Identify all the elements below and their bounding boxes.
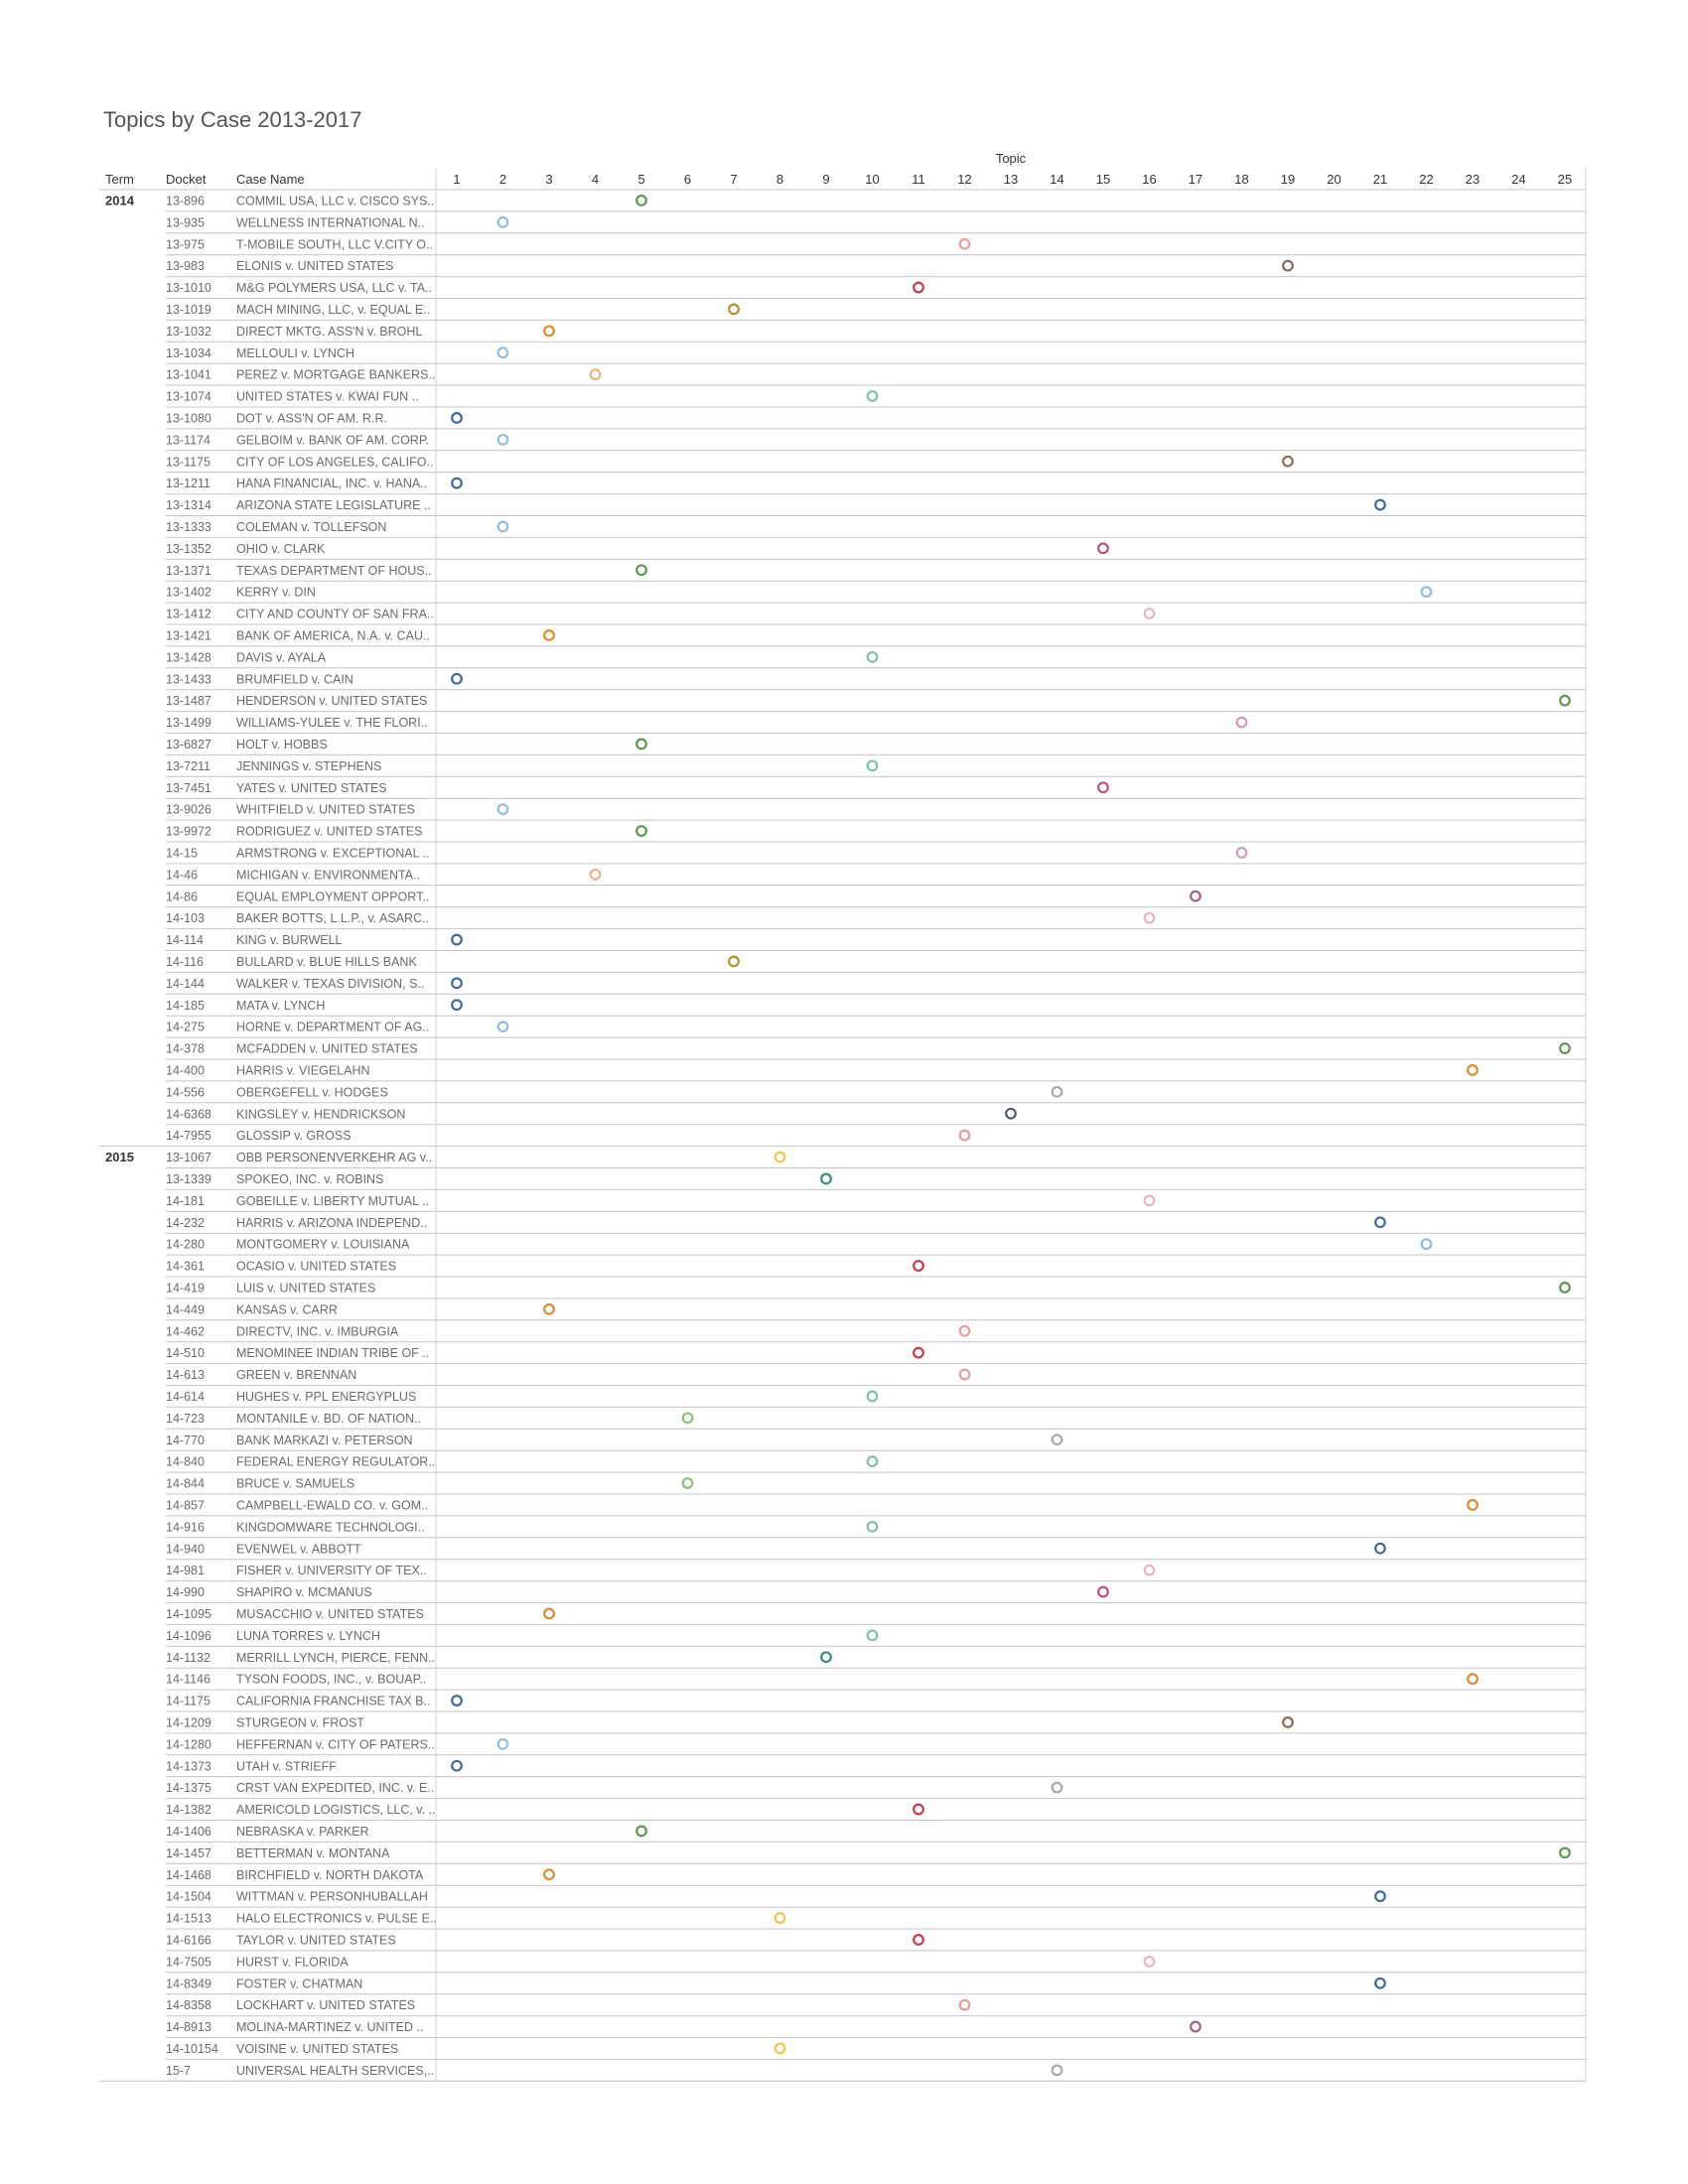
topic-point <box>1375 1979 1385 1988</box>
case-name-cell: BRUCE v. SAMUELS <box>236 1476 355 1491</box>
topic-point <box>1098 782 1108 792</box>
docket-cell: 14-46 <box>166 868 198 883</box>
case-name-cell: HARRIS v. VIEGELAHN <box>236 1063 370 1078</box>
case-name-cell: PEREZ v. MORTGAGE BANKERS.. <box>236 367 436 382</box>
docket-cell: 14-1209 <box>166 1715 211 1730</box>
topic-point <box>544 1869 554 1879</box>
topic-point <box>636 1827 646 1837</box>
topic-point <box>1375 500 1385 510</box>
case-name-cell: GREEN v. BRENNAN <box>236 1368 357 1383</box>
docket-cell: 14-1280 <box>166 1737 211 1752</box>
docket-cell: 13-1074 <box>166 389 211 404</box>
topic-tick-label: 10 <box>865 172 880 187</box>
docket-cell: 14-1373 <box>166 1759 211 1774</box>
topic-point <box>498 1739 508 1749</box>
topic-point <box>960 239 970 249</box>
case-name-cell: CRST VAN EXPEDITED, INC. v. E.. <box>236 1781 435 1796</box>
case-name-cell: MUSACCHIO v. UNITED STATES <box>236 1606 424 1621</box>
topic-point <box>1006 1109 1016 1119</box>
docket-cell: 14-86 <box>166 889 198 904</box>
case-name-cell: YATES v. UNITED STATES <box>236 780 387 795</box>
case-name-cell: BULLARD v. BLUE HILLS BANK <box>236 954 417 969</box>
topic-point <box>452 935 462 945</box>
docket-cell: 13-7451 <box>166 780 211 795</box>
case-name-cell: UTAH v. STRIEFF <box>236 1759 337 1774</box>
topic-point <box>544 1304 554 1314</box>
case-name-cell: KINGDOMWARE TECHNOLOGI.. <box>236 1520 425 1535</box>
topic-point <box>868 1456 878 1466</box>
docket-cell: 14-6166 <box>166 1933 211 1948</box>
docket-cell: 13-1333 <box>166 519 211 534</box>
docket-cell: 13-7211 <box>166 758 211 773</box>
docket-cell: 14-181 <box>166 1193 205 1208</box>
topic-point <box>868 391 878 401</box>
docket-cell: 14-419 <box>166 1281 205 1296</box>
case-name-cell: GLOSSIP v. GROSS <box>236 1129 352 1144</box>
topic-tick-label: 6 <box>683 172 692 187</box>
case-name-cell: OBERGEFELL v. HODGES <box>236 1085 388 1100</box>
topic-point <box>1560 696 1570 706</box>
topic-tick-label: 12 <box>957 172 972 187</box>
case-name-cell: MONTANILE v. BD. OF NATION.. <box>236 1411 422 1426</box>
topic-point <box>868 1522 878 1532</box>
case-name-cell: HARRIS v. ARIZONA INDEPEND.. <box>236 1215 428 1230</box>
docket-cell: 14-116 <box>166 954 204 969</box>
topic-tick-label: 21 <box>1372 172 1388 187</box>
topic-point <box>821 1174 831 1184</box>
chart-title: Topics by Case 2013-2017 <box>103 107 362 132</box>
docket-cell: 14-7505 <box>166 1955 211 1970</box>
case-name-cell: BANK OF AMERICA, N.A. v. CAU.. <box>236 628 430 643</box>
topic-point <box>591 369 601 379</box>
topic-tick-label: 8 <box>775 172 784 187</box>
case-name-cell: HUGHES v. PPL ENERGYPLUS <box>236 1389 417 1404</box>
topic-point <box>544 630 554 640</box>
case-name-cell: TAYLOR v. UNITED STATES <box>236 1933 396 1948</box>
docket-cell: 13-1402 <box>166 585 211 600</box>
topic-point <box>544 327 554 337</box>
docket-cell: 14-990 <box>166 1585 205 1600</box>
case-name-cell: M&G POLYMERS USA, LLC v. TA.. <box>236 281 433 296</box>
docket-cell: 13-1175 <box>166 455 211 470</box>
topic-tick-label: 7 <box>730 172 738 187</box>
case-name-cell: LOCKHART v. UNITED STATES <box>236 1998 416 2013</box>
topic-point <box>1375 1891 1385 1901</box>
topic-point <box>1375 1217 1385 1227</box>
case-name-cell: BANK MARKAZI v. PETERSON <box>236 1433 413 1447</box>
docket-cell: 14-844 <box>166 1476 205 1491</box>
case-name-cell: HANA FINANCIAL, INC. v. HANA.. <box>236 477 428 491</box>
case-name-cell: TEXAS DEPARTMENT OF HOUS.. <box>236 563 432 578</box>
docket-cell: 14-15 <box>166 846 198 861</box>
docket-cell: 14-1382 <box>166 1803 211 1818</box>
topic-tick-label: 13 <box>1003 172 1019 187</box>
docket-cell: 13-1032 <box>166 324 211 339</box>
case-name-cell: COMMIL USA, LLC v. CISCO SYS.. <box>236 194 435 208</box>
docket-cell: 14-103 <box>166 911 205 926</box>
docket-cell: 14-1406 <box>166 1824 211 1839</box>
topic-point <box>1145 1566 1155 1575</box>
case-name-cell: KANSAS v. CARR <box>236 1302 338 1317</box>
docket-cell: 13-896 <box>166 194 205 208</box>
topic-point <box>636 196 646 205</box>
topic-tick-label: 9 <box>822 172 830 187</box>
case-name-cell: JENNINGS v. STEPHENS <box>236 758 382 773</box>
case-name-cell: SPOKEO, INC. v. ROBINS <box>236 1171 384 1186</box>
topic-point <box>1468 1674 1477 1684</box>
case-name-cell: MERRILL LYNCH, PIERCE, FENN.. <box>236 1650 436 1665</box>
topic-tick-label: 25 <box>1557 172 1573 187</box>
topic-tick-label: 19 <box>1280 172 1296 187</box>
topic-point <box>868 1631 878 1641</box>
topic-point <box>1422 587 1432 597</box>
docket-cell: 14-144 <box>166 976 205 991</box>
case-name-cell: VOISINE v. UNITED STATES <box>236 2041 399 2056</box>
topic-point <box>683 1414 693 1424</box>
topic-point <box>498 804 508 814</box>
case-name-cell: COLEMAN v. TOLLEFSON <box>236 519 387 534</box>
case-name-cell: OCASIO v. UNITED STATES <box>236 1259 397 1274</box>
case-name-cell: HOLT v. HOBBS <box>236 737 328 751</box>
topic-point <box>1145 913 1155 923</box>
topic-tick-label: 22 <box>1419 172 1434 187</box>
docket-cell: 14-1513 <box>166 1911 211 1926</box>
docket-cell: 14-275 <box>166 1020 205 1034</box>
case-name-cell: WILLIAMS-YULEE v. THE FLORI.. <box>236 716 428 731</box>
docket-cell: 13-1421 <box>166 628 211 643</box>
docket-cell: 13-1010 <box>166 281 211 296</box>
topic-point <box>1560 1283 1570 1293</box>
docket-cell: 14-857 <box>166 1498 205 1513</box>
case-name-cell: ARIZONA STATE LEGISLATURE .. <box>236 498 431 513</box>
topic-point <box>914 283 923 293</box>
docket-cell: 14-6368 <box>166 1107 211 1122</box>
topic-tick-label: 16 <box>1142 172 1157 187</box>
docket-cell: 14-449 <box>166 1302 205 1317</box>
topic-point <box>1098 1587 1108 1597</box>
docket-cell: 14-1096 <box>166 1628 211 1643</box>
case-name-cell: HORNE v. DEPARTMENT OF AG.. <box>236 1020 430 1034</box>
case-name-cell: NEBRASKA v. PARKER <box>236 1824 369 1839</box>
topic-point <box>914 1261 923 1271</box>
topic-point <box>960 1131 970 1141</box>
docket-cell: 13-1339 <box>166 1171 211 1186</box>
docket-cell: 14-981 <box>166 1564 205 1578</box>
docket-cell: 13-975 <box>166 237 205 252</box>
topic-point <box>636 740 646 750</box>
topic-point <box>452 1000 462 1010</box>
case-name-cell: AMERICOLD LOGISTICS, LLC, v. .. <box>236 1803 436 1818</box>
topic-point <box>452 674 462 684</box>
case-name-cell: T-MOBILE SOUTH, LLC V.CITY O.. <box>236 237 433 252</box>
case-name-cell: MELLOULI v. LYNCH <box>236 345 355 360</box>
case-name-cell: KINGSLEY v. HENDRICKSON <box>236 1107 406 1122</box>
case-name-cell: BETTERMAN v. MONTANA <box>236 1845 390 1860</box>
docket-cell: 13-1034 <box>166 345 211 360</box>
docket-cell: 13-1412 <box>166 607 211 621</box>
topic-point <box>498 522 508 532</box>
docket-cell: 13-1433 <box>166 672 211 687</box>
case-name-cell: MONTGOMERY v. LOUISIANA <box>236 1237 410 1252</box>
topic-point <box>914 1348 923 1358</box>
case-name-cell: STURGEON v. FROST <box>236 1715 364 1730</box>
case-name-cell: WALKER v. TEXAS DIVISION, S.. <box>236 976 425 991</box>
docket-cell: 14-114 <box>166 933 204 948</box>
docket-cell: 14-462 <box>166 1324 205 1339</box>
docket-cell: 13-1174 <box>166 433 211 448</box>
case-name-cell: MICHIGAN v. ENVIRONMENTA.. <box>236 868 420 883</box>
case-name-cell: MACH MINING, LLC, v. EQUAL E.. <box>236 302 431 317</box>
case-name-cell: FOSTER v. CHATMAN <box>236 1977 363 1991</box>
docket-cell: 14-400 <box>166 1063 205 1078</box>
case-name-cell: CITY AND COUNTY OF SAN FRA.. <box>236 607 434 621</box>
topic-point <box>636 565 646 575</box>
topic-point <box>1145 609 1155 618</box>
topic-point <box>1283 261 1293 271</box>
docket-cell: 13-9026 <box>166 802 211 817</box>
case-name-cell: TYSON FOODS, INC., v. BOUAP.. <box>236 1672 427 1687</box>
docket-cell: 13-1314 <box>166 498 211 513</box>
case-name-cell: MENOMINEE INDIAN TRIBE OF .. <box>236 1346 430 1361</box>
term-column-header: Term <box>105 172 134 187</box>
case-name-cell: LUIS v. UNITED STATES <box>236 1281 376 1296</box>
docket-cell: 13-6827 <box>166 737 211 751</box>
docket-cell: 14-378 <box>166 1041 205 1056</box>
docket-cell: 13-1211 <box>166 477 211 491</box>
topic-point <box>1468 1500 1477 1510</box>
topic-point <box>1375 1544 1385 1554</box>
topic-point <box>498 347 508 357</box>
case-name-cell: FEDERAL ENERGY REGULATOR.. <box>236 1454 436 1469</box>
case-name-cell: KING v. BURWELL <box>236 933 343 948</box>
docket-cell: 13-1067 <box>166 1151 211 1165</box>
docket-cell: 14-185 <box>166 998 205 1013</box>
docket-cell: 14-613 <box>166 1368 205 1383</box>
docket-cell: 15-7 <box>166 2063 192 2078</box>
case-name-cell: MCFADDEN v. UNITED STATES <box>236 1041 418 1056</box>
docket-cell: 14-361 <box>166 1259 205 1274</box>
docket-cell: 14-614 <box>166 1389 205 1404</box>
topic-point <box>868 761 878 771</box>
case-name-cell: SHAPIRO v. MCMANUS <box>236 1585 372 1600</box>
docket-cell: 13-1499 <box>166 716 211 731</box>
topic-point <box>1053 1087 1062 1097</box>
topic-point <box>960 1326 970 1336</box>
topic-point <box>1053 2066 1062 2076</box>
topic-tick-label: 5 <box>637 172 645 187</box>
case-name-cell: MOLINA-MARTINEZ v. UNITED .. <box>236 2020 424 2035</box>
docket-cell: 14-8349 <box>166 1977 211 1991</box>
docket-cell: 14-1457 <box>166 1845 211 1860</box>
topic-point <box>1560 1043 1570 1053</box>
topic-tick-label: 1 <box>453 172 461 187</box>
case-name-column-header: Case Name <box>236 172 305 187</box>
case-name-cell: HURST v. FLORIDA <box>236 1955 349 1970</box>
topic-point <box>452 979 462 989</box>
topic-point <box>1191 2022 1200 2032</box>
case-name-cell: WHITFIELD v. UNITED STATES <box>236 802 415 817</box>
topic-point <box>914 1935 923 1945</box>
topic-point <box>868 1392 878 1402</box>
topic-point <box>1468 1065 1477 1075</box>
topic-tick-label: 2 <box>498 172 507 187</box>
docket-cell: 13-1371 <box>166 563 211 578</box>
case-name-cell: DIRECT MKTG. ASS'N v. BROHL <box>236 324 423 339</box>
case-name-cell: MATA v. LYNCH <box>236 998 326 1013</box>
term-label: 2014 <box>105 193 134 208</box>
docket-cell: 14-8913 <box>166 2020 211 2035</box>
topic-tick-label: 20 <box>1327 172 1341 187</box>
topic-tick-label: 24 <box>1511 172 1526 187</box>
topic-point <box>452 1696 462 1706</box>
case-name-cell: EQUAL EMPLOYMENT OPPORT.. <box>236 889 430 904</box>
topic-point <box>1145 1957 1155 1967</box>
case-name-cell: RODRIGUEZ v. UNITED STATES <box>236 824 423 839</box>
docket-cell: 14-1504 <box>166 1889 211 1904</box>
topic-point <box>683 1478 693 1488</box>
case-name-cell: EVENWEL v. ABBOTT <box>236 1542 361 1557</box>
topic-point <box>1053 1434 1062 1444</box>
docket-cell: 13-1080 <box>166 411 211 426</box>
topic-point <box>1145 1196 1155 1206</box>
topic-point <box>914 1805 923 1815</box>
topic-point <box>1053 1783 1062 1793</box>
topic-axis-label: Topic <box>995 151 1027 166</box>
case-name-cell: CALIFORNIA FRANCHISE TAX B.. <box>236 1694 431 1708</box>
topic-point <box>636 826 646 836</box>
case-name-cell: LUNA TORRES v. LYNCH <box>236 1628 380 1643</box>
docket-column-header: Docket <box>166 172 207 187</box>
docket-cell: 13-1352 <box>166 541 211 556</box>
case-name-cell: HEFFERNAN v. CITY OF PATERS.. <box>236 1737 435 1752</box>
topic-point <box>1191 891 1200 901</box>
docket-cell: 14-1375 <box>166 1781 211 1796</box>
case-name-cell: DAVIS v. AYALA <box>236 650 327 665</box>
docket-cell: 13-1428 <box>166 650 211 665</box>
topic-point <box>775 1913 785 1923</box>
case-name-cell: WITTMAN v. PERSONHUBALLAH <box>236 1889 428 1904</box>
topic-tick-label: 3 <box>545 172 553 187</box>
topic-point <box>775 2044 785 2054</box>
docket-cell: 14-916 <box>166 1520 205 1535</box>
topic-tick-label: 18 <box>1234 172 1249 187</box>
case-name-cell: UNIVERSAL HEALTH SERVICES,.. <box>236 2063 435 2078</box>
docket-cell: 13-1019 <box>166 302 211 317</box>
topic-tick-label: 23 <box>1465 172 1480 187</box>
topic-point <box>1422 1239 1432 1249</box>
topic-point <box>498 1022 508 1031</box>
topic-tick-label: 15 <box>1095 172 1111 187</box>
topic-tick-label: 4 <box>591 172 600 187</box>
topic-point <box>868 652 878 662</box>
topic-point <box>452 1761 462 1771</box>
docket-cell: 14-840 <box>166 1454 205 1469</box>
docket-cell: 13-9972 <box>166 824 211 839</box>
docket-cell: 13-983 <box>166 259 205 274</box>
case-name-cell: WELLNESS INTERNATIONAL N.. <box>236 215 425 230</box>
case-name-cell: DOT v. ASS'N OF AM. R.R. <box>236 411 387 426</box>
docket-cell: 14-1468 <box>166 1867 211 1882</box>
topic-point <box>498 217 508 227</box>
case-name-cell: ELONIS v. UNITED STATES <box>236 259 394 274</box>
case-name-cell: OHIO v. CLARK <box>236 541 326 556</box>
case-name-cell: BIRCHFIELD v. NORTH DAKOTA <box>236 1867 424 1882</box>
topic-point <box>775 1153 785 1162</box>
case-name-cell: KERRY v. DIN <box>236 585 316 600</box>
topic-point <box>1283 1717 1293 1727</box>
case-name-cell: BAKER BOTTS, L.L.P., v. ASARC.. <box>236 911 430 926</box>
case-name-cell: CAMPBELL-EWALD CO. v. GOM.. <box>236 1498 429 1513</box>
case-name-cell: CITY OF LOS ANGELES, CALIFO.. <box>236 455 434 470</box>
docket-cell: 14-1146 <box>166 1672 211 1687</box>
case-name-cell: ARMSTRONG v. EXCEPTIONAL .. <box>236 846 430 861</box>
topic-point <box>960 2000 970 2010</box>
case-name-cell: HALO ELECTRONICS v. PULSE E.. <box>236 1911 437 1926</box>
docket-cell: 14-10154 <box>166 2041 218 2056</box>
case-name-cell: FISHER v. UNIVERSITY OF TEX.. <box>236 1564 427 1578</box>
docket-cell: 14-1095 <box>166 1606 211 1621</box>
topic-tick-label: 11 <box>912 172 925 187</box>
docket-cell: 14-1132 <box>166 1650 211 1665</box>
topic-point <box>1237 848 1247 858</box>
topic-point <box>1560 1848 1570 1858</box>
topic-point <box>729 305 739 315</box>
topic-point <box>960 1370 970 1380</box>
case-name-cell: BRUMFIELD v. CAIN <box>236 672 353 687</box>
docket-cell: 14-7955 <box>166 1129 211 1144</box>
term-label: 2015 <box>105 1150 134 1165</box>
case-name-cell: DIRECTV, INC. v. IMBURGIA <box>236 1324 399 1339</box>
case-name-cell: GELBOIM v. BANK OF AM. CORP. <box>236 433 430 448</box>
case-name-cell: UNITED STATES v. KWAI FUN .. <box>236 389 419 404</box>
topic-point <box>1237 718 1247 728</box>
docket-cell: 14-280 <box>166 1237 205 1252</box>
topic-point <box>591 870 601 880</box>
topic-point <box>1283 457 1293 467</box>
docket-cell: 13-1041 <box>166 367 211 382</box>
topic-point <box>729 957 739 967</box>
docket-cell: 13-935 <box>166 215 205 230</box>
topic-point <box>1098 544 1108 554</box>
case-name-cell: HENDERSON v. UNITED STATES <box>236 694 428 709</box>
docket-cell: 14-723 <box>166 1411 205 1426</box>
docket-cell: 13-1487 <box>166 694 211 709</box>
topic-point <box>821 1652 831 1662</box>
topic-point <box>544 1609 554 1619</box>
case-name-cell: GOBEILLE v. LIBERTY MUTUAL .. <box>236 1193 430 1208</box>
topic-tick-label: 17 <box>1188 172 1203 187</box>
case-name-cell: OBB PERSONENVERKEHR AG v.. <box>236 1151 433 1165</box>
docket-cell: 14-232 <box>166 1215 205 1230</box>
docket-cell: 14-8358 <box>166 1998 211 2013</box>
topic-point <box>498 435 508 445</box>
topic-tick-label: 14 <box>1050 172 1064 187</box>
docket-cell: 14-940 <box>166 1542 205 1557</box>
topic-point <box>452 478 462 488</box>
docket-cell: 14-770 <box>166 1433 205 1447</box>
docket-cell: 14-556 <box>166 1085 205 1100</box>
topic-point <box>452 413 462 423</box>
docket-cell: 14-1175 <box>166 1694 211 1708</box>
docket-cell: 14-510 <box>166 1346 205 1361</box>
